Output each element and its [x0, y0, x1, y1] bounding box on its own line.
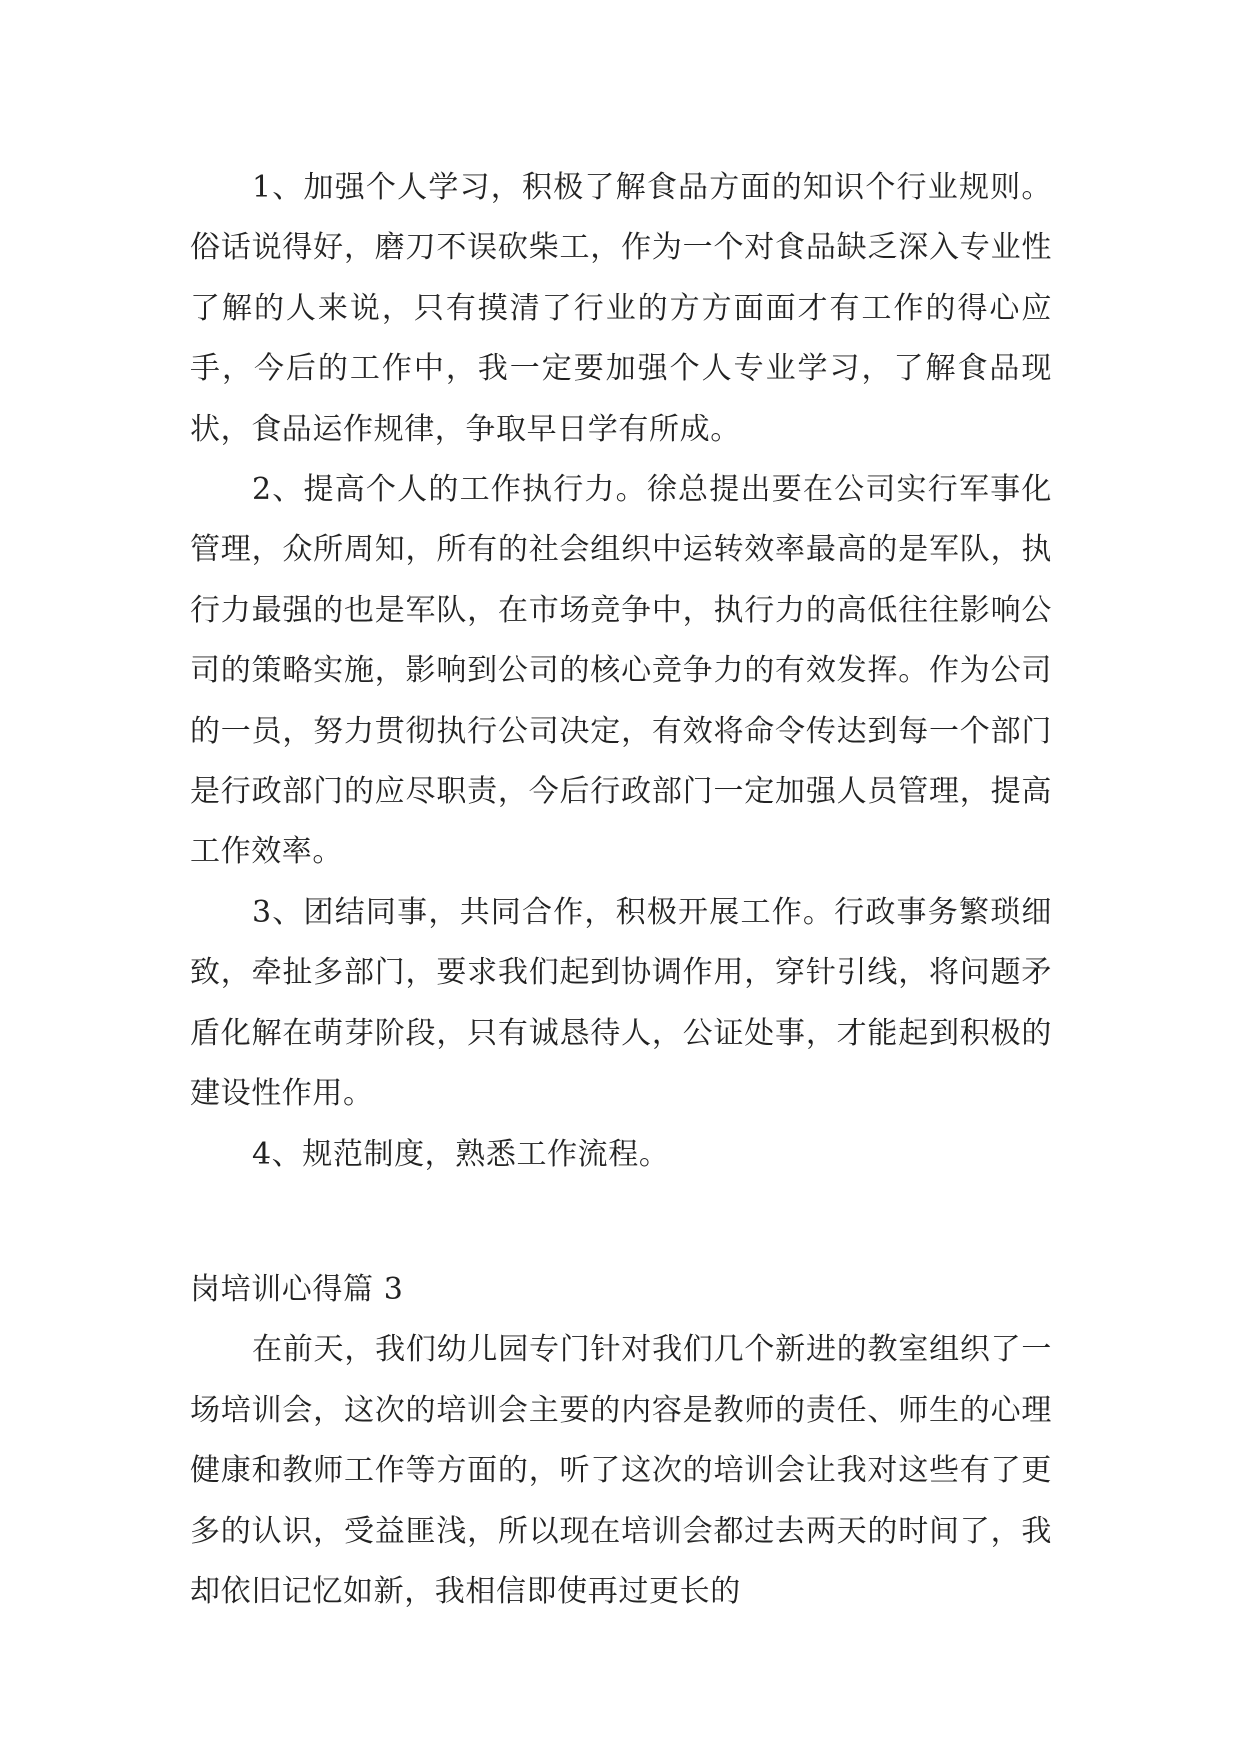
document-page [190, 158, 1052, 1622]
paragraph-1: 1、加强个人学习，积极了解食品方面的知识个行业规则。俗话说得好，磨刀不误砍柴工，作为一个对食品缺乏深入专业性了解的人来说，只有摸清了行业的方方面面才有工作的得心应手，今后的工作中，我一定要加强个人专业学习，了解食品现状，食品运作规律，争取早日学有所成。 [190, 170, 1052, 447]
paragraph-2: 2、提高个人的工作执行力。徐总提出要在公司实行军事化管理，众所周知，所有的社会组织中运转效率最高的是军队，执行力最强的也是军队，在市场竞争中，执行力的高低往往影响公司的策略实施，影响到公司的核心竞争力的有效发挥。作为公司的一员，努力贯彻执行公司决定，有效将命令传达到每一个部门是行政部门的应尽职责，今后行政部门一定加强人员管理，提高工作效率。 [190, 472, 1052, 870]
paragraph-5: 在前天，我们幼儿园专门针对我们几个新进的教室组织了一场培训会，这次的培训会主要的内容是教师的责任、师生的心理健康和教师工作等方面的，听了这次的培训会让我对这些有了更多的认识，受益匪浅，所以现在培训会都过去两天的时间了，我却依旧记忆如新，我相信即使再过更长的 [190, 1332, 1052, 1609]
paragraph-4: 4、规范制度，熟悉工作流程。 [252, 1136, 670, 1172]
paragraph-3: 3、团结同事，共同合作，积极开展工作。行政事务繁琐细致，牵扯多部门，要求我们起到协调作用，穿针引线，将问题矛盾化解在萌芽阶段，只有诚恳待人，公证处事，才能起到积极的建设性作用。 [190, 894, 1052, 1112]
section-heading: 岗培训心得篇 3 [190, 1271, 404, 1307]
